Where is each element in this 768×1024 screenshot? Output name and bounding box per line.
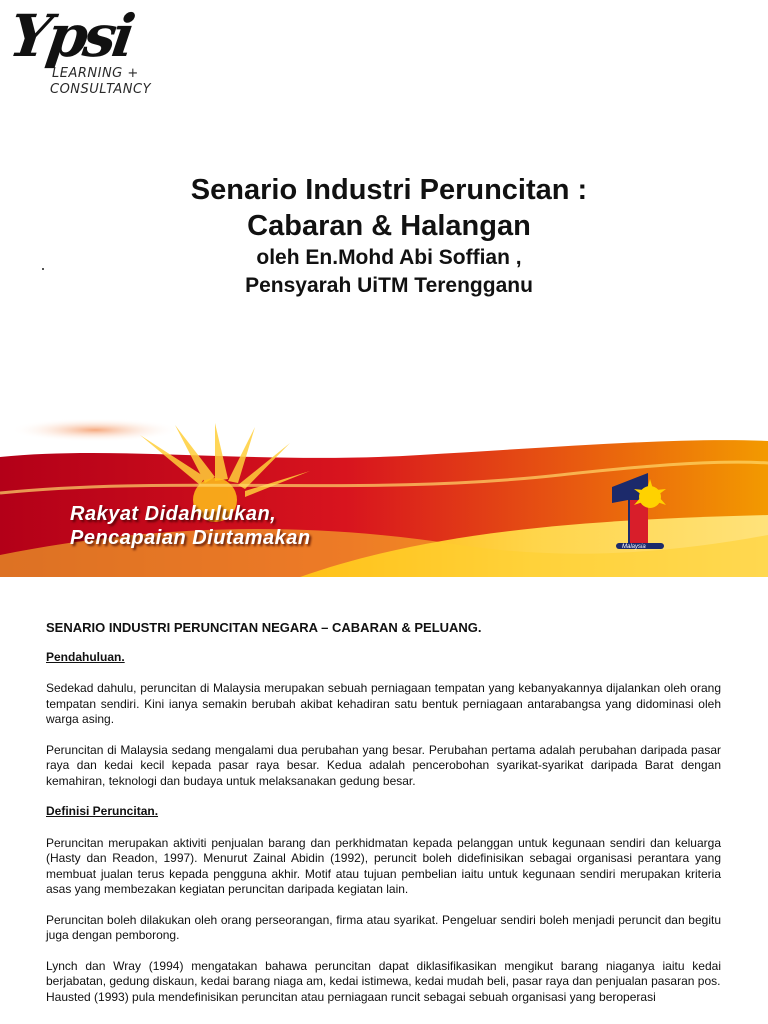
author-affiliation: Pensyarah UiTM Terengganu (245, 274, 533, 297)
stray-dot (42, 268, 44, 270)
paragraph-3: Peruncitan merupakan aktiviti penjualan barang dan perkhidmatan kepada pelanggan untuk kegunaan sendiri dan keluarga (Hasty dan Readon, 1997). Menurut Zainal Abidin (1992), peruncit boleh didefinisikan sebagai organisasi perantara yang membuat jualan terus kepada pengguna akhir. Motif atau tujuan pembelian iaitu untuk kegunaan sendiri merupakan kriteria asas yang membezakan kegiatan peruncitan daripada kegiatan lain. (46, 835, 721, 896)
paragraph-5: Lynch dan Wray (1994) mengatakan bahawa peruncitan dapat diklasifikasikan mengikut barang niaganya iaitu kedai berjabatan, gedung diskaun, kedai barang niaga am, kedai istimewa, kedai mudah beli, pasar raya dan penjualan pasaran pos. (46, 958, 721, 988)
section-title-definisi: Definisi Peruncitan. (46, 804, 159, 818)
slogan-banner (0, 405, 768, 577)
emblem-label: Malaysia (622, 544, 646, 550)
banner-graphic (0, 405, 768, 577)
title-line-1: Senario Industri Peruncitan : (190, 174, 588, 206)
company-logo (5, 2, 158, 98)
slogan-line-2: Pencapaian Diutamakan (70, 527, 311, 549)
title-block (0, 172, 768, 300)
logo-line-1: LEARNING + (52, 66, 139, 81)
title-line-2: Cabaran & Halangan (247, 210, 531, 242)
document-heading: SENARIO INDUSTRI PERUNCITAN NEGARA – CABARAN & PELUANG. (46, 620, 482, 635)
paragraph-2: Peruncitan di Malaysia sedang mengalami dua perubahan yang besar. Perubahan pertama adalah perubahan daripada pasar raya dan kedai kecil kepada pasar raya besar. Kedua adalah pencerobohan syarikat-syarikat daripada Barat dengan kemahiran, teknologi dan budaya untuk melaksanakan gedung besar. (46, 742, 721, 788)
paragraph-4: Peruncitan boleh dilakukan oleh orang perseorangan, firma atau syarikat. Pengeluar sendiri boleh menjadi peruncit dan begitu juga dengan pemborong. (46, 912, 721, 942)
logo-line-2: CONSULTANCY (50, 82, 152, 97)
slogan-line-1: Rakyat Didahulukan, (70, 503, 277, 525)
paragraph-6: Hausted (1993) pula mendefinisikan peruncitan atau perniagaan runcit sebagai sebuah organisasi yang beroperasi (46, 989, 656, 1004)
section-title-pendahuluan: Pendahuluan. (46, 649, 125, 664)
paragraph-1: Sedekad dahulu, peruncitan di Malaysia merupakan sebuah perniagaan tempatan yang kebanyakannya dijalankan oleh orang tempatan sendiri. Kini ianya semakin berubah akibat kehadiran satu bentuk perniagaan antarabangsa yang didominasi oleh warga asing. (46, 681, 721, 726)
author-line: oleh En.Mohd Abi Soffian , (256, 246, 522, 269)
logo-mark: Ypsi (5, 2, 136, 70)
document-body (46, 620, 721, 1020)
